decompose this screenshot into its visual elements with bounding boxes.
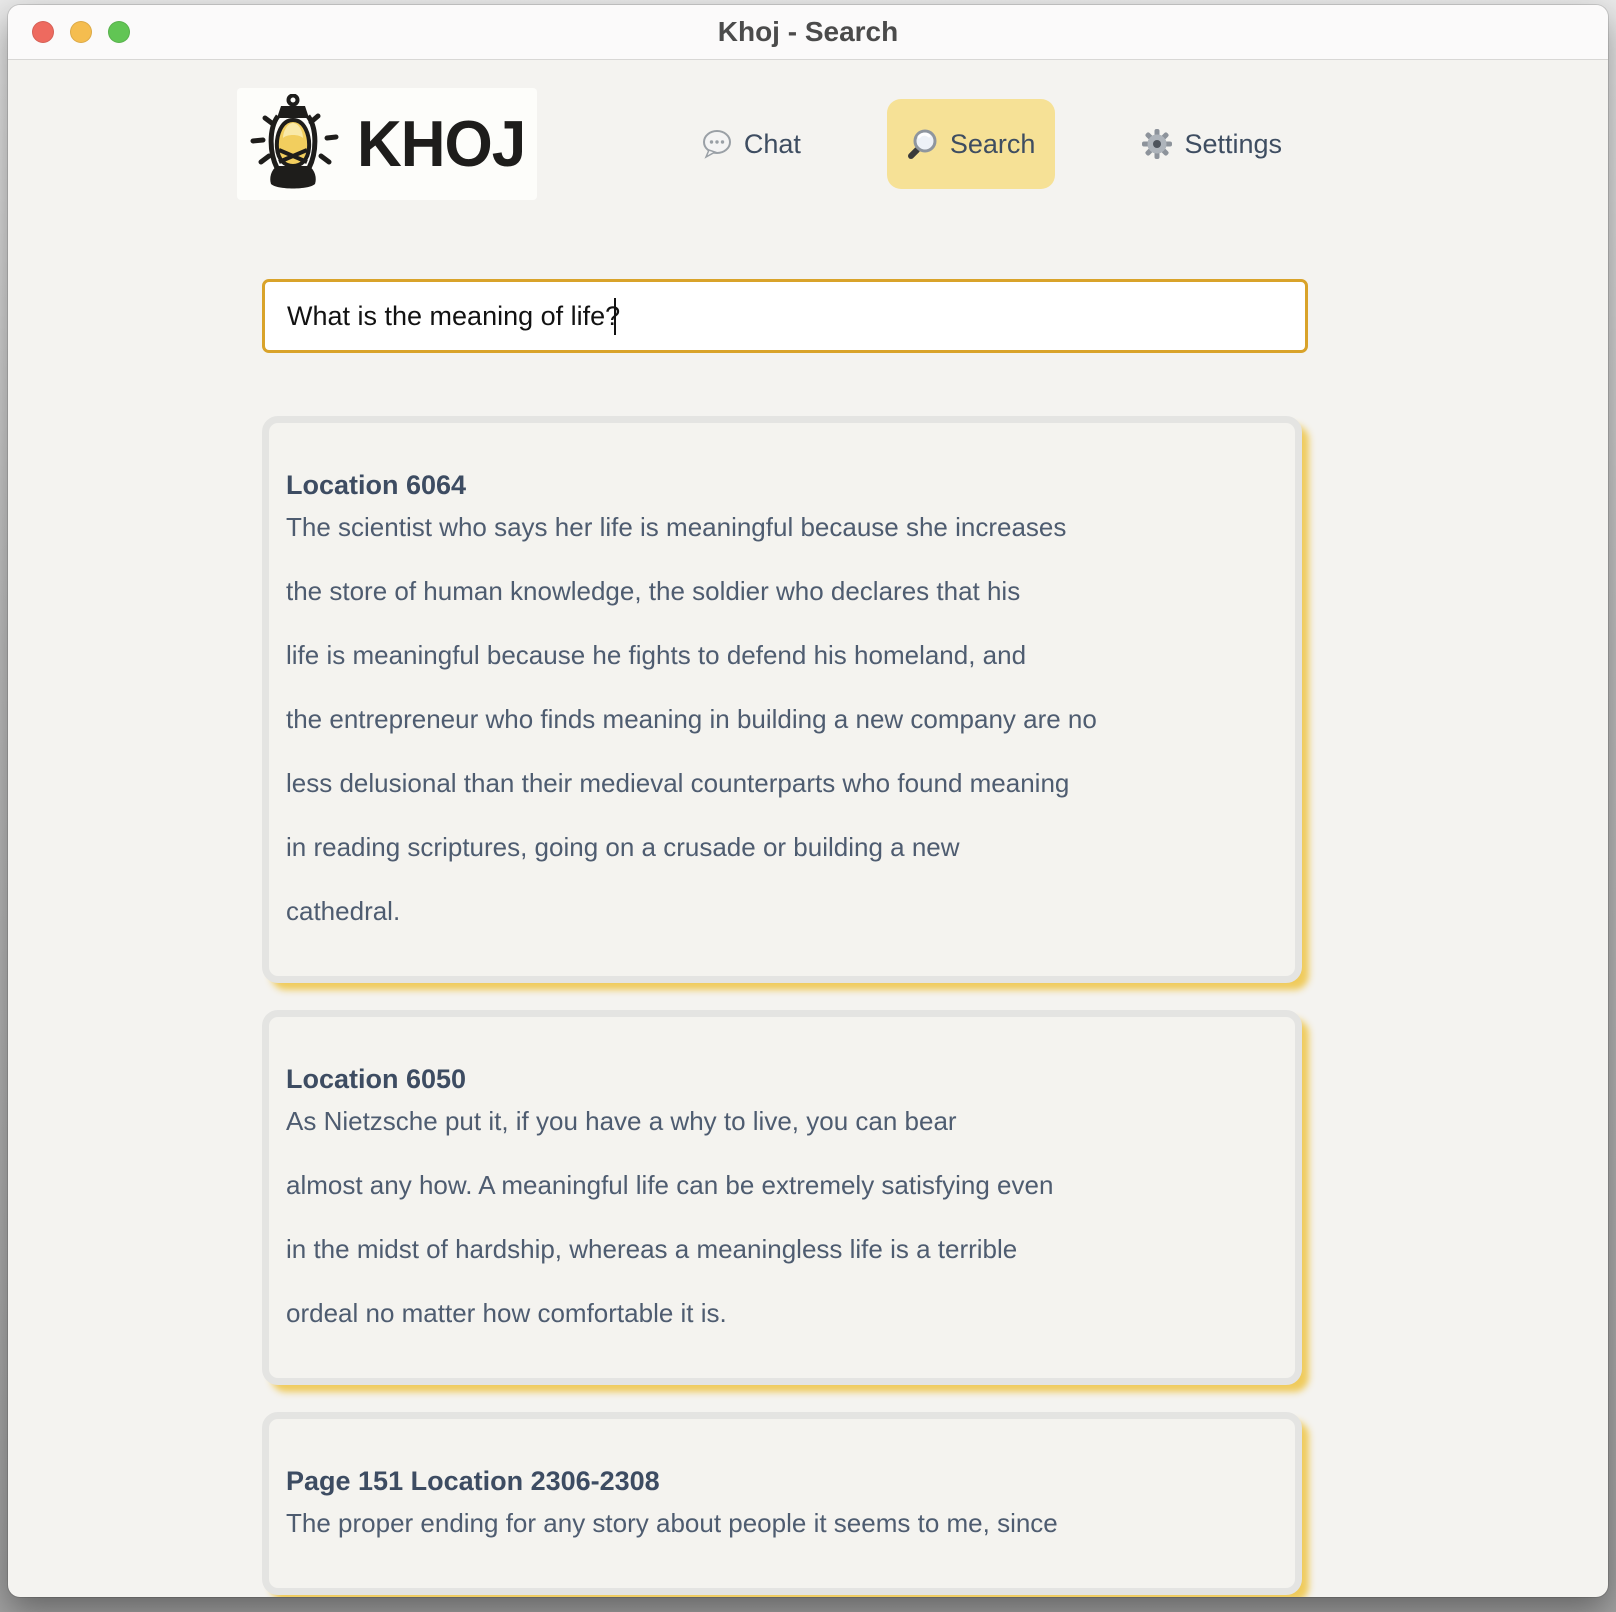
result-line: cathedral. [286,896,401,926]
search-input[interactable] [262,279,1308,353]
result-text [286,1510,1271,1537]
search-result-card[interactable] [262,1412,1302,1595]
result-line: less delusional than their medieval counterparts who found meaning [286,768,1070,798]
brand-text: KHOJ [357,107,526,181]
nav-settings[interactable] [1121,99,1302,189]
app-window [8,5,1608,1597]
search-result-card[interactable] [262,416,1302,983]
nav-search[interactable] [887,99,1056,189]
page-header [237,88,1302,200]
gear-icon [1141,128,1173,160]
chat-bubble-icon [701,128,733,160]
window-title: Khoj - Search [717,16,899,47]
khoj-logo [237,88,537,200]
nav-chat-label: Chat [743,128,801,159]
magnifier-icon [907,128,939,160]
result-line: in reading scriptures, going on a crusade or building a new [286,832,960,862]
result-line: the store of human knowledge, the soldier who declares that his [286,576,1021,606]
nav-search-label: Search [949,128,1036,159]
search-bar [262,279,1308,353]
result-heading: Page 151 Location 2306-2308 [286,1466,660,1496]
minimize-button[interactable] [70,21,92,43]
result-text [286,1108,1271,1327]
nav-chat[interactable] [681,99,821,189]
traffic-lights [32,5,130,59]
zoom-button[interactable] [108,21,130,43]
result-line: in the midst of hardship, whereas a meaningless life is a terrible [286,1234,1018,1264]
close-button[interactable] [32,21,54,43]
text-caret [614,298,616,335]
result-line: life is meaningful because he fights to defend his homeland, and [286,640,1027,670]
search-results [262,416,1302,1595]
result-line: As Nietzsche put it, if you have a why to live, you can bear [286,1106,957,1136]
result-heading: Location 6050 [286,1064,467,1094]
lantern-icon [243,94,347,194]
result-line: The scientist who says her life is meaningful because she increases [286,512,1067,542]
result-heading: Location 6064 [286,470,467,500]
result-line: ordeal no matter how comfortable it is. [286,1298,727,1328]
result-text [286,514,1271,925]
search-result-card[interactable] [262,1010,1302,1385]
result-line: The proper ending for any story about people it seems to me, since [286,1508,1058,1538]
main-nav [681,99,1302,189]
nav-settings-label: Settings [1184,128,1282,159]
titlebar [8,5,1608,60]
result-line: almost any how. A meaningful life can be extremely satisfying even [286,1170,1054,1200]
result-line: the entrepreneur who finds meaning in building a new company are no [286,704,1097,734]
